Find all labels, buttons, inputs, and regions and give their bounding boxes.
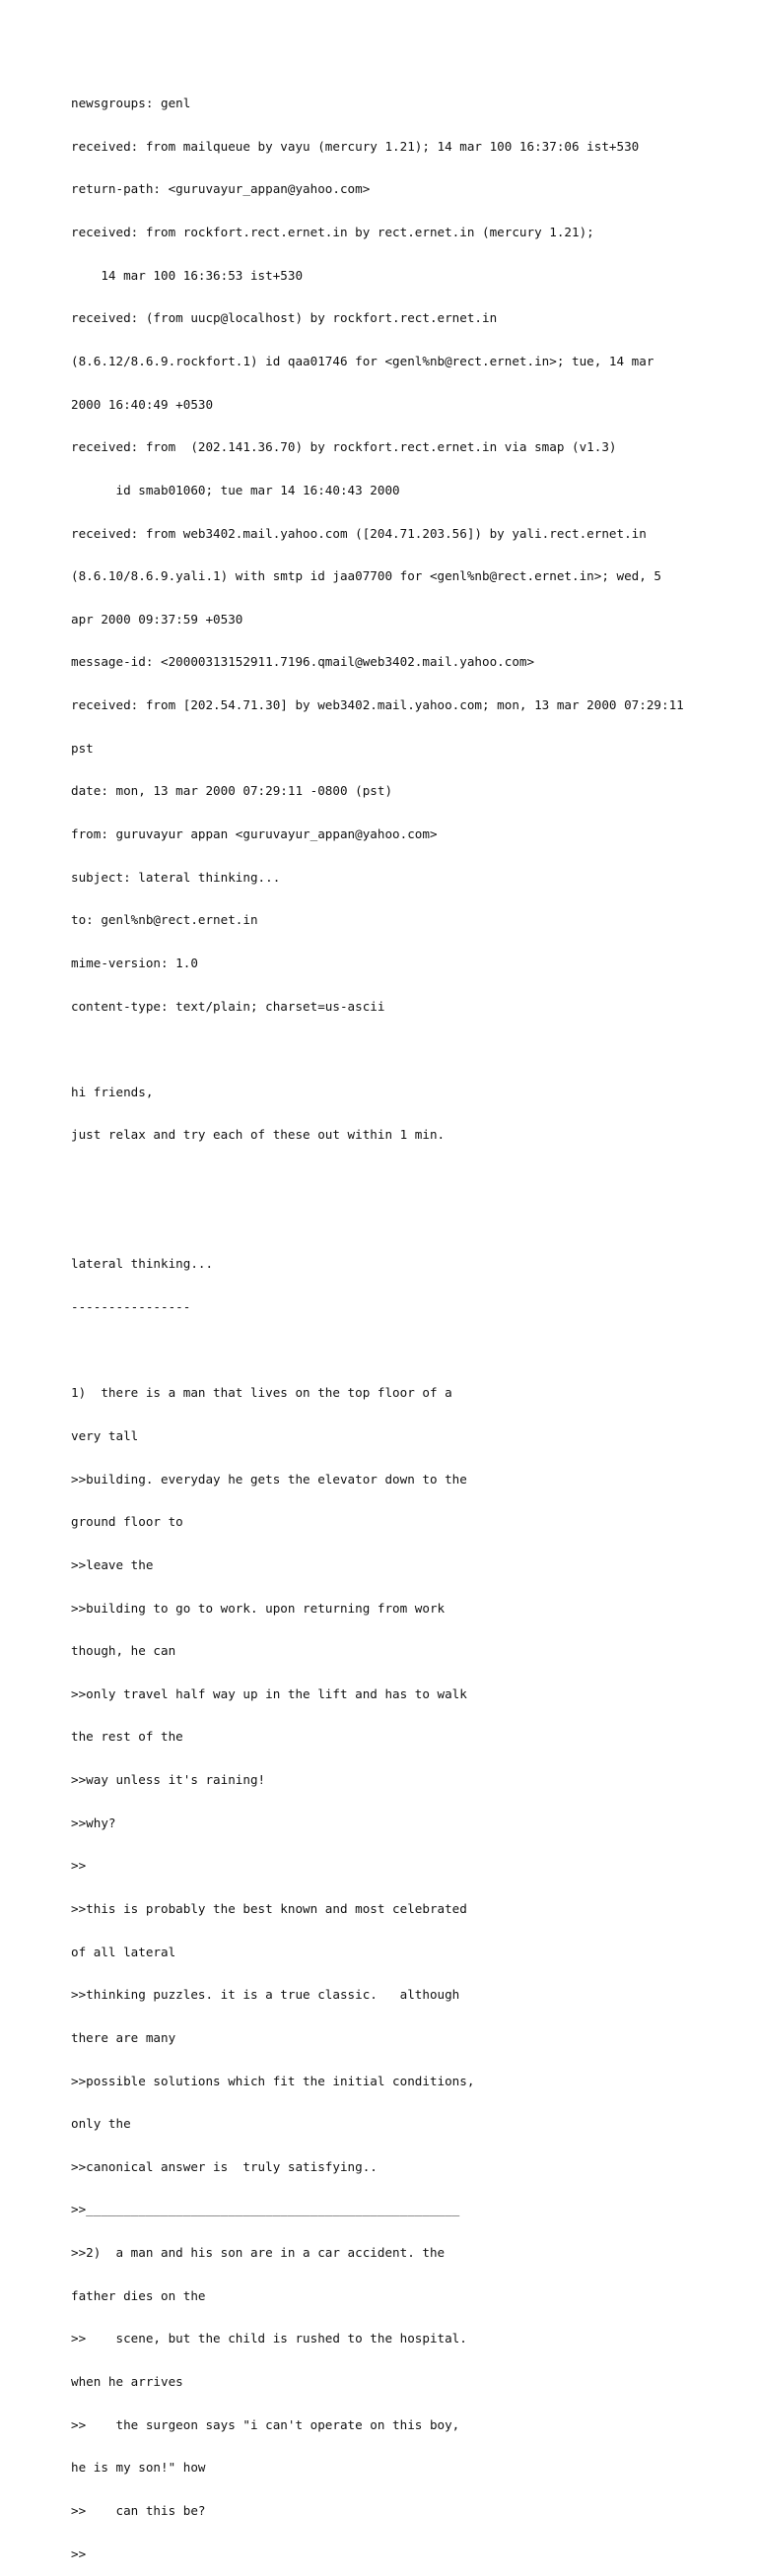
header-received-5: received: from web3402.mail.yahoo.com ([204.71.203.56]) by yali.rect.ernet.in xyxy=(71,525,647,541)
puzzle-1-comment: >>possible solutions which fit the initial conditions, xyxy=(71,2073,475,2088)
puzzle-1-line: very tall xyxy=(71,1427,139,1443)
puzzle-2-line: >> scene, but the child is rushed to the hospital. xyxy=(71,2331,467,2346)
puzzle-1-line: >>leave the xyxy=(71,1556,154,1572)
puzzle-1-comment: >>canonical answer is truly satisfying.. xyxy=(71,2158,378,2174)
puzzle-2-line: >> the surgeon says "i can't operate on this boy, xyxy=(71,2416,460,2432)
body-greeting: hi friends, xyxy=(71,1084,154,1099)
puzzle-2-line: he is my son!" how xyxy=(71,2460,206,2476)
blank-line xyxy=(71,1344,741,1358)
header-content-type: content-type: text/plain; charset=us-ascii xyxy=(71,998,385,1014)
email-document xyxy=(71,68,741,2576)
puzzle-1-line: though, he can xyxy=(71,1643,176,1659)
puzzle-1-line: >>way unless it's raining! xyxy=(71,1772,266,1788)
blank-line xyxy=(71,1171,741,1186)
header-to: to: genl%nb@rect.ernet.in xyxy=(71,912,258,928)
puzzle-1-line: >>only travel half way up in the lift and has to walk xyxy=(71,1685,467,1701)
puzzle-1-comment: there are many xyxy=(71,2029,176,2045)
header-received-4-cont: id smab01060; tue mar 14 16:40:43 2000 xyxy=(71,482,400,497)
puzzle-1-line: >>building to go to work. upon returning from work xyxy=(71,1600,446,1616)
separator-line: >>__________________________________________________ xyxy=(71,2202,460,2217)
puzzle-1-line: the rest of the xyxy=(71,1729,183,1745)
section-title: lateral thinking... xyxy=(71,1256,214,1272)
header-received-1: received: from mailqueue by vayu (mercury 1.21); 14 mar 100 16:37:06 ist+530 xyxy=(71,138,640,154)
header-mime-version: mime-version: 1.0 xyxy=(71,955,198,970)
header-received-5-cont: (8.6.10/8.6.9.yali.1) with smtp id jaa07700 for <genl%nb@rect.ernet.in>; wed, 5 xyxy=(71,568,661,584)
header-message-id: message-id: <20000313152911.7196.qmail@web3402.mail.yahoo.com> xyxy=(71,654,535,670)
puzzle-2-line: father dies on the xyxy=(71,2287,206,2303)
header-received-4: received: from (202.141.36.70) by rockfort.rect.ernet.in via smap (v1.3) xyxy=(71,439,617,455)
blank-line xyxy=(71,1215,741,1229)
header-received-2: received: from rockfort.rect.ernet.in by rect.ernet.in (mercury 1.21); xyxy=(71,225,594,240)
header-subject: subject: lateral thinking... xyxy=(71,869,281,885)
header-received-6: received: from [202.54.71.30] by web3402.mail.yahoo.com; mon, 13 mar 2000 07:29:11 xyxy=(71,697,684,713)
header-received-3-cont: (8.6.12/8.6.9.rockfort.1) id qaa01746 for <genl%nb@rect.ernet.in>; tue, 14 mar xyxy=(71,353,654,368)
puzzle-2-line: when he arrives xyxy=(71,2374,183,2390)
blank-line xyxy=(71,1042,741,1057)
header-return-path: return-path: <guruvayur_appan@yahoo.com> xyxy=(71,181,371,197)
quote-marker: >> xyxy=(71,2545,87,2561)
puzzle-1-question: >>why? xyxy=(71,1815,116,1830)
puzzle-1-comment: only the xyxy=(71,2116,131,2132)
section-underline: ---------------- xyxy=(71,1299,191,1315)
header-newsgroups: newsgroups: genl xyxy=(71,96,191,111)
quote-marker: >> xyxy=(71,1858,87,1874)
header-received-6-cont: pst xyxy=(71,740,94,756)
puzzle-1-line: 1) there is a man that lives on the top floor of a xyxy=(71,1385,452,1401)
body-intro: just relax and try each of these out within 1 min. xyxy=(71,1127,446,1143)
puzzle-2-line: >>2) a man and his son are in a car accident. the xyxy=(71,2245,446,2261)
puzzle-1-line: >>building. everyday he gets the elevator down to the xyxy=(71,1471,467,1486)
header-date: date: mon, 13 mar 2000 07:29:11 -0800 (pst) xyxy=(71,783,393,799)
puzzle-1-comment: of all lateral xyxy=(71,1944,176,1959)
puzzle-1-comment: >>thinking puzzles. it is a true classic. although xyxy=(71,1987,460,2003)
header-received-3-cont: 2000 16:40:49 +0530 xyxy=(71,396,214,412)
header-received-3: received: (from uucp@localhost) by rockfort.rect.ernet.in xyxy=(71,310,498,326)
puzzle-1-comment: >>this is probably the best known and most celebrated xyxy=(71,1901,467,1916)
puzzle-2-question: >> can this be? xyxy=(71,2502,206,2518)
header-from: from: guruvayur appan <guruvayur_appan@yahoo.com> xyxy=(71,826,438,841)
header-received-5-cont: apr 2000 09:37:59 +0530 xyxy=(71,611,243,627)
header-received-2-cont: 14 mar 100 16:36:53 ist+530 xyxy=(71,267,304,283)
puzzle-1-line: ground floor to xyxy=(71,1514,183,1530)
